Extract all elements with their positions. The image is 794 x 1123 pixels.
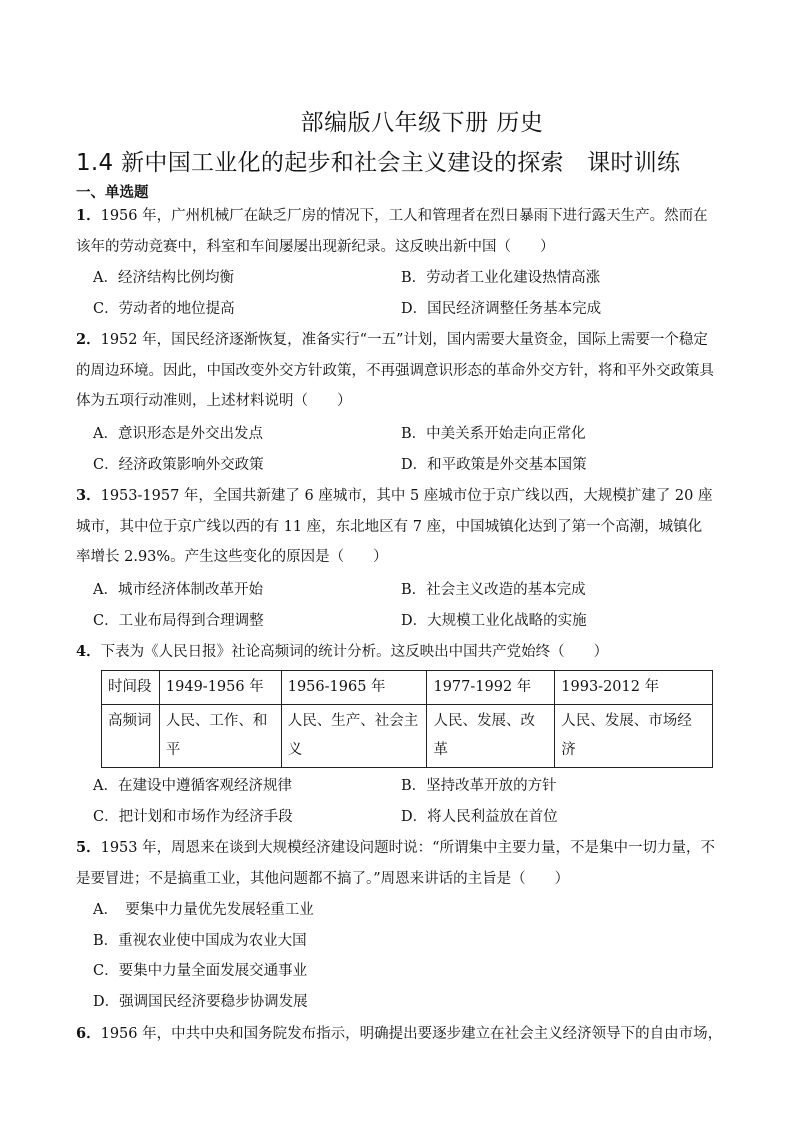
table-header-cell: 时间段 [102,671,160,705]
question-1-options [93,263,713,324]
table-header-cell: 1949-1956 年 [159,671,281,705]
question-number: 1． [76,207,101,224]
option-c[interactable]: C．经济政策影响外交政策 [93,456,264,473]
table-cell: 人民、工作、和平 [159,705,281,768]
question-5-options [93,895,713,1017]
question-number: 2． [76,331,101,348]
document-subtitle: 1.4 新中国工业化的起步和社会主义建设的探索 课时训练 [76,150,681,176]
option-d[interactable]: D．大规模工业化战略的实施 [401,612,587,629]
option-c[interactable]: C．劳动者的地位提高 [93,300,235,317]
question-number: 6． [76,1025,101,1042]
option-d[interactable]: D．将人民利益放在首位 [401,808,558,825]
section-heading: 一、单选题 [76,185,149,201]
question-text: 1956 年，广州机械厂在缺乏厂房的情况下，工人和管理者在烈日暴雨下进行露天生产。然而在该年的劳动竞赛中，科室和车间屡屡出现新纪录。这反映出新中国（ ） [76,208,708,255]
option-b[interactable]: B．坚持改革开放的方针 [401,778,557,794]
document-title: 部编版八年级下册 历史 [300,110,544,136]
question-number: 3． [76,487,101,504]
option-a[interactable]: A．城市经济体制改革开始 [93,582,263,598]
option-a[interactable]: A．意识形态是外交出发点 [93,426,263,442]
question-text: 下表为《人民日报》社论高频词的统计分析。这反映出中国共产党始终（ ） [100,644,609,660]
option-b[interactable]: B．劳动者工业化建设热情高涨 [401,270,601,286]
option-a[interactable]: A． 要集中力量优先发展轻重工业 [93,902,314,918]
question-text: 1952 年，国民经济逐渐恢复，准备实行“一五”计划，国内需要大量资金，国际上需要一个稳定的周边环境。因此，中国改变外交方针政策，不再强调意识形态的革命外交方针，将和平外交政策具体为五项行动准则，上述材料说明（ ） [76,332,714,409]
option-b[interactable]: B．重视农业使中国成为农业大国 [93,932,307,949]
question-1 [76,201,716,262]
question-4-options [93,771,713,832]
table-row [102,705,713,768]
option-a[interactable]: A．在建设中遵循客观经济规律 [93,778,292,794]
question-6 [76,1019,736,1050]
option-b[interactable]: B．中美关系开始走向正常化 [401,426,586,442]
option-d[interactable]: D．强调国民经济要稳步协调发展 [93,993,308,1010]
high-frequency-words-table [101,670,713,768]
question-5 [76,833,716,894]
table-cell: 人民、生产、社会主义 [281,705,427,768]
option-c[interactable]: C．工业布局得到合理调整 [93,612,264,629]
table-header-cell: 1956-1965 年 [281,671,427,705]
option-b[interactable]: B．社会主义改造的基本完成 [401,582,586,598]
question-4 [76,637,716,668]
question-2-options [93,419,713,480]
table-cell: 人民、发展、改革 [427,705,555,768]
question-3-options [93,575,713,636]
option-d[interactable]: D．国民经济调整任务基本完成 [401,300,602,317]
question-number: 4． [76,643,101,660]
question-text: 1953 年，周恩来在谈到大规模经济建设问题时说：“所谓集中主要力量，不是集中一切力量，不是要冒进；不是搞重工业，其他问题都不搞了。”周恩来讲话的主旨是（ ） [76,840,716,887]
option-c[interactable]: C．把计划和市场作为经济手段 [93,808,293,825]
question-text: 1953-1957 年，全国共新建了 6 座城市，其中 5 座城市位于京广线以西，大规模扩建了 20 座城市，其中位于京广线以西的有 11 座，东北地区有 7 座，中国城镇化达到了第一个高潮，城镇化率增长 2.93%。产生这些变化的原因是（ ） [76,488,713,565]
table-cell: 人民、发展、市场经济 [555,705,713,768]
question-number: 5． [76,839,101,856]
table-cell: 高频词 [102,705,160,768]
table-header-cell: 1993-2012 年 [555,671,713,705]
question-3 [76,481,716,573]
question-2 [76,325,716,417]
table-header-cell: 1977-1992 年 [427,671,555,705]
question-text: 1956 年，中共中央和国务院发布指示，明确提出要逐步建立在社会主义经济领导下的自由市场， [100,1026,723,1042]
option-c[interactable]: C．要集中力量全面发展交通事业 [93,963,308,979]
table-header-row [102,671,713,705]
option-a[interactable]: A．经济结构比例均衡 [93,270,234,286]
option-d[interactable]: D．和平政策是外交基本国策 [401,456,587,473]
